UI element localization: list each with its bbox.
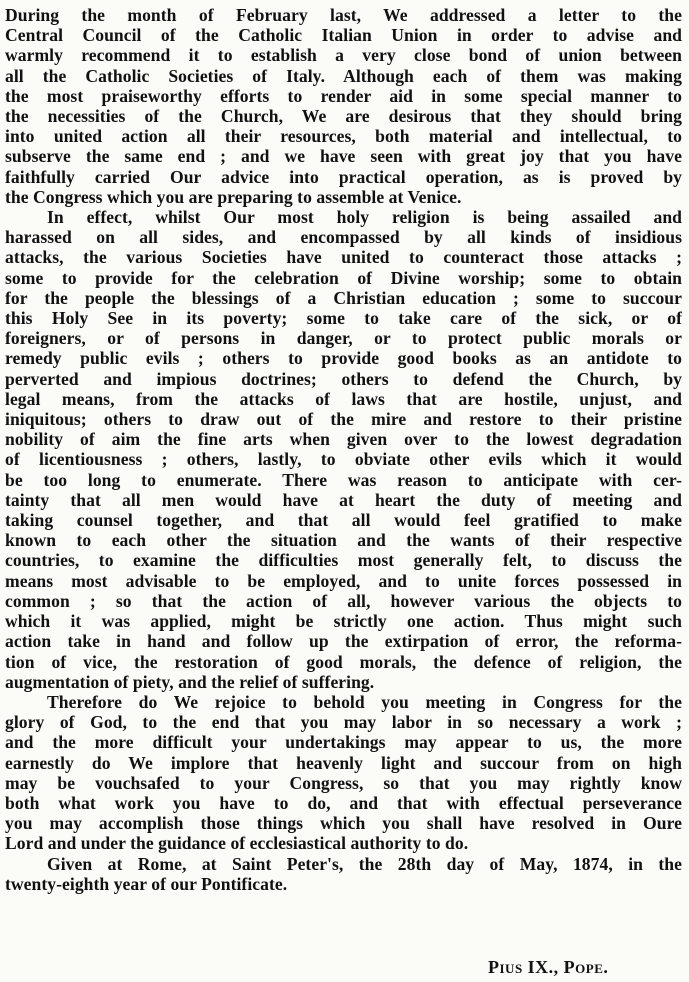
text-line: the Congress which you are preparing to assemble at Venice. [5,186,462,207]
paragraph [5,854,682,894]
text-line: be too long to enumerate. There was reason to anticipate with cer- [5,469,682,490]
paragraph [5,5,682,207]
text-line: twenty-eighth year of our Pontificate. [5,873,288,894]
text-line: taking counsel together, and that all would feel gratified to make [5,510,682,531]
text-line: Therefore do We rejoice to behold you meeting in Congress for the [47,691,682,712]
text-line: iniquitous; others to draw out of the mire and restore to their pristine [5,409,682,430]
text-line: Central Council of the Catholic Italian Union in order to advise and [5,25,682,46]
text-line: the necessities of the Church, We are desirous that they should bring [5,106,682,127]
text-line: may be vouchsafed to your Congress, so that you may rightly know [5,772,682,793]
text-line: perverted and impious doctrines; others to defend the Church, by [5,368,682,389]
text-line: for the people the blessings of a Christian education ; some to succour [5,287,682,308]
text-line: both what work you have to do, and that with effectual perseverance [5,792,682,813]
text-line: faithfully carried Our advice into practical operation, as is proved by [5,166,682,187]
text-line: into united action all their resources, both material and intellectual, to [5,126,682,147]
text-line: foreigners, or of persons in danger, or to protect public morals or [5,328,682,349]
text-line: subserve the same end ; and we have seen with great joy that you have [5,146,682,167]
text-line: Lord and under the guidance of ecclesiastical authority to do. [5,833,469,854]
text-line: this Holy See in its poverty; some to take care of the sick, or of [5,308,682,329]
paragraph [5,207,682,692]
text-line: warmly recommend it to establish a very close bond of union between [5,45,682,66]
text-line: the most praiseworthy efforts to render aid in some special manner to [5,85,682,106]
text-line: legal means, from the attacks of laws that are hostile, unjust, and [5,388,682,409]
text-line: glory of God, to the end that you may labor in so necessary a work ; [5,712,682,733]
text-line: remedy public evils ; others to provide good books as an antidote to [5,348,682,369]
text-line: nobility of aim the fine arts when given over to the lowest degradation [5,429,682,450]
signature: Pius IX., Pope. [488,957,609,977]
text-line: earnestly do We implore that heavenly light and succour from on high [5,752,682,773]
text-line: action take in hand and follow up the extirpation of error, the reforma- [5,631,682,652]
text-line: augmentation of piety, and the relief of suffering. [5,671,375,692]
paragraph [5,692,682,854]
text-line: common ; so that the action of all, however various the objects to [5,590,682,611]
text-line: harassed on all sides, and encompassed by all kinds of insidious [5,227,682,248]
text-line: During the month of February last, We addressed a letter to the [5,5,682,25]
text-line: In effect, whilst Our most holy religion is being assailed and [47,207,682,228]
letter-body [5,5,682,894]
text-line: countries, to examine the difficulties most generally felt, to discuss the [5,550,682,571]
text-line: of licentiousness ; others, lastly, to obviate other evils which it would [5,449,682,470]
text-line: means most advisable to be employed, and to unite forces possessed in [5,570,682,591]
text-line: Given at Rome, at Saint Peter's, the 28th day of May, 1874, in the [47,853,682,874]
text-line: some to provide for the celebration of Divine worship; some to obtain [5,267,682,288]
text-line: tion of vice, the restoration of good morals, the defence of religion, the [5,651,682,672]
text-line: attacks, the various Societies have united to counteract those attacks ; [5,247,682,268]
text-line: which it was applied, might be strictly one action. Thus might such [5,611,682,632]
text-line: and the more difficult your undertakings may appear to us, the more [5,732,682,753]
text-line: all the Catholic Societies of Italy. Although each of them was making [5,65,682,86]
text-line: you may accomplish those things which you shall have resolved in Oure [5,813,682,834]
text-line: known to each other the situation and the wants of their respective [5,530,682,551]
text-line: tainty that all men would have at heart the duty of meeting and [5,489,682,510]
